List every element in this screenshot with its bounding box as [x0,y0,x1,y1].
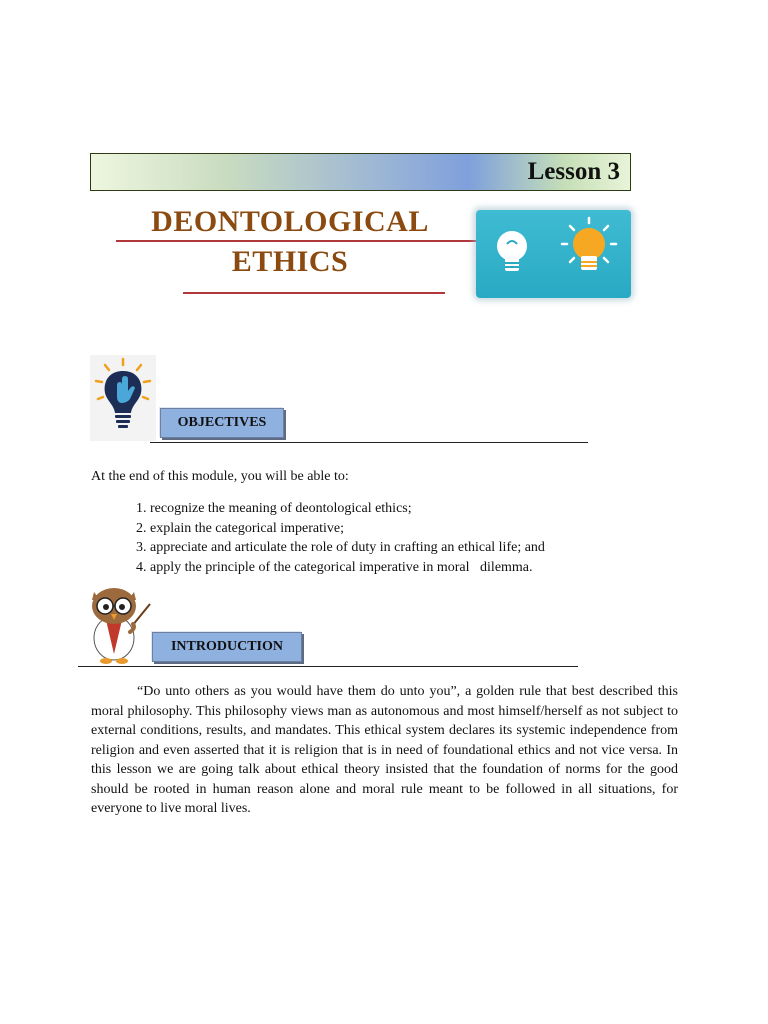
owl-teacher-icon [78,582,152,666]
lesson-banner [90,153,631,191]
objectives-intro: At the end of this module, you will be able to: [91,469,349,484]
lesson-label: Lesson 3 [527,158,620,185]
objectives-divider [150,442,588,443]
list-item: 1. recognize the meaning of deontological ethics; [136,501,412,516]
introduction-paragraph: “Do unto others as you would have them do unto you”, a golden rule that best described this moral philosophy. This philosophy views man as autonomous and most himself/herself as not subject to external conditions, results, and mandates. This ethical system declares its systemic independence from religion and even asserted that it is religion that is in need of foundational ethics and not vice versa. In this lesson we are going talk about ethical theory insisted that the foundation of norms for the good should be rooted in human reason alone and moral rule meant to be followed in all situations, for everyone to live moral lives. [91,684,678,816]
introduction-divider [78,666,578,667]
objectives-heading: OBJECTIVES [160,408,284,438]
objectives-icon-box [90,355,156,441]
objectives-list [136,499,545,577]
list-item: 2. explain the categorical imperative; [136,520,344,536]
page-title-line2: ETHICS [231,245,349,278]
lightbulbs-illustration [476,210,631,298]
list-item: 4. apply the principle of the categorical imperative in moral dilemma. [136,559,533,575]
title-divider-top [116,240,478,242]
list-item: 3. appreciate and articulate the role of duty in crafting an ethical life; and [136,540,545,555]
owl-illustration [78,582,152,666]
title-divider-bottom [183,292,445,294]
page-title-line1: DEONTOLOGICAL [151,205,429,238]
white-bulb-icon [497,231,527,271]
lightbulb-hand-icon [90,355,156,441]
orange-bulb-icon [562,218,616,270]
lightbulbs-icon [476,210,631,298]
introduction-heading: INTRODUCTION [152,632,302,662]
